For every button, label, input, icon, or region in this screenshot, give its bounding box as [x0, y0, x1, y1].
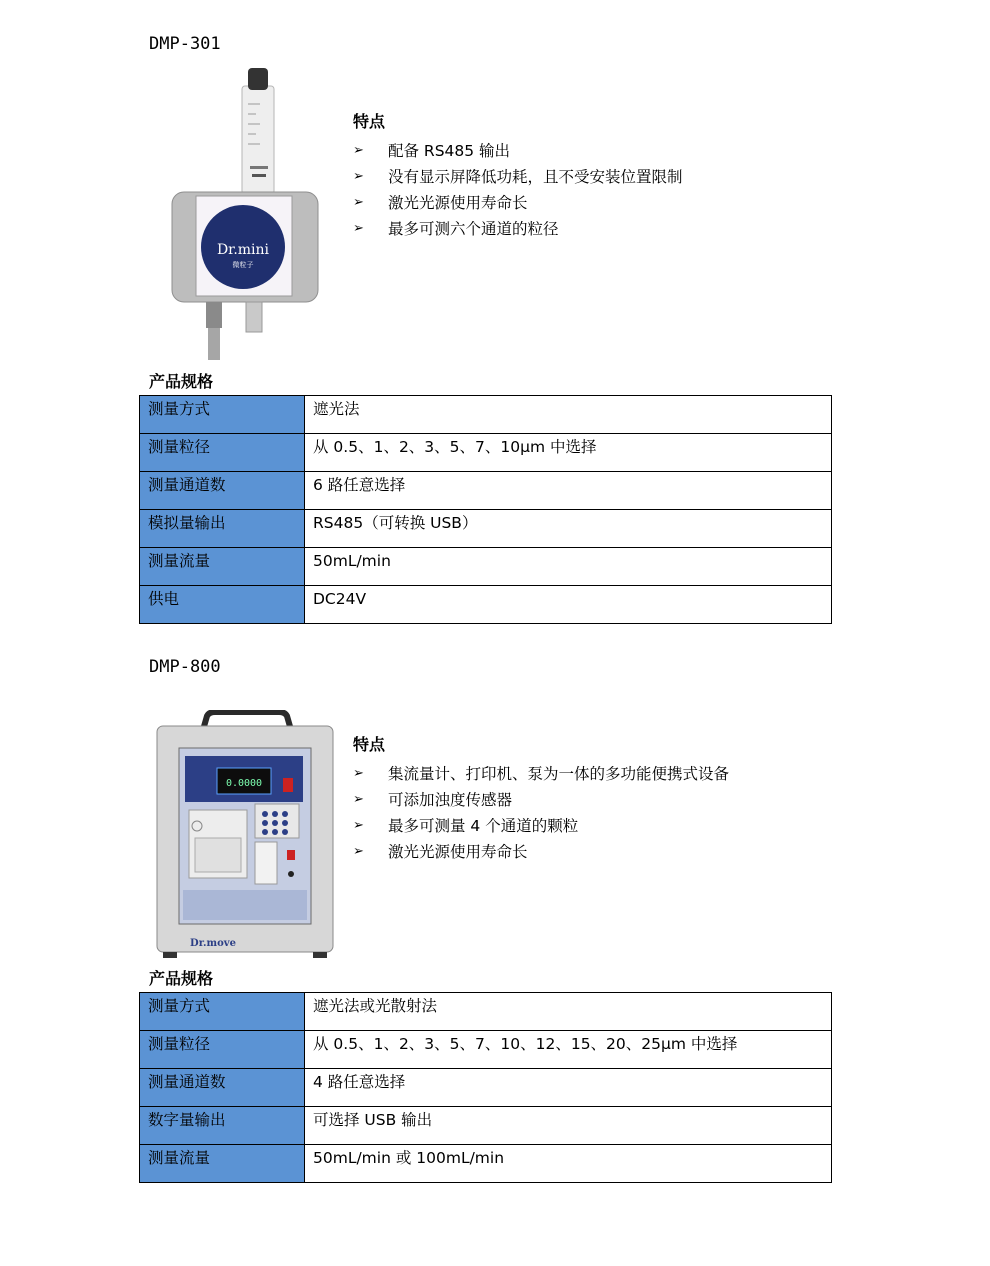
- table-row: [140, 472, 832, 510]
- feature-item: [353, 761, 729, 787]
- dmp800-label: Dr.move: [190, 938, 236, 949]
- dmp800-product-image: [155, 710, 335, 960]
- dmp301-sublabel: 微粒子: [232, 261, 254, 269]
- feature-item: [353, 164, 683, 190]
- table-row: [140, 1069, 832, 1107]
- table-row: [140, 548, 832, 586]
- feature-text: 配备 RS485 输出: [388, 142, 511, 160]
- spec-key: 测量通道数: [140, 472, 305, 510]
- feature-text: 可添加浊度传感器: [388, 791, 513, 809]
- spec-key: 测量粒径: [140, 434, 305, 472]
- spec-value: 50mL/min: [305, 548, 832, 586]
- feature-item: [353, 138, 683, 164]
- spec-title: 产品规格: [149, 372, 214, 391]
- arrow-bullet-icon: ➢: [353, 818, 364, 833]
- feature-text: 激光光源使用寿命长: [388, 843, 528, 861]
- feature-text: 最多可测量 4 个通道的颗粒: [388, 817, 579, 835]
- dmp800-display-readout: 0.0000: [225, 778, 263, 789]
- features-title: 特点: [353, 112, 386, 131]
- spec-value: 从 0.5、1、2、3、5、7、10、12、15、20、25μm 中选择: [305, 1031, 832, 1069]
- arrow-bullet-icon: ➢: [353, 143, 364, 158]
- feature-item: [353, 813, 729, 839]
- spec-value: DC24V: [305, 586, 832, 624]
- spec-value: 50mL/min 或 100mL/min: [305, 1145, 832, 1183]
- spec-value: 遮光法或光散射法: [305, 993, 832, 1031]
- spec-key: 模拟量输出: [140, 510, 305, 548]
- arrow-bullet-icon: ➢: [353, 844, 364, 859]
- feature-text: 最多可测六个通道的粒径: [388, 220, 559, 238]
- spec-key: 测量粒径: [140, 1031, 305, 1069]
- arrow-bullet-icon: ➢: [353, 221, 364, 236]
- table-row: [140, 993, 832, 1031]
- arrow-bullet-icon: ➢: [353, 169, 364, 184]
- dmp301-label: Dr.mini: [216, 242, 270, 258]
- spec-value: 4 路任意选择: [305, 1069, 832, 1107]
- model-title: DMP-800: [149, 657, 221, 677]
- table-row: [140, 434, 832, 472]
- table-row: [140, 1145, 832, 1183]
- spec-value: 从 0.5、1、2、3、5、7、10μm 中选择: [305, 434, 832, 472]
- spec-value: RS485（可转换 USB）: [305, 510, 832, 548]
- table-row: [140, 1031, 832, 1069]
- feature-text: 集流量计、打印机、泵为一体的多功能便携式设备: [388, 765, 730, 783]
- table-row: [140, 510, 832, 548]
- feature-text: 激光光源使用寿命长: [388, 194, 528, 212]
- dmp301-features: [353, 112, 683, 242]
- spec-value: 可选择 USB 输出: [305, 1107, 832, 1145]
- spec-key: 数字量输出: [140, 1107, 305, 1145]
- model-title: DMP-301: [149, 34, 221, 54]
- dmp301-product-image: [170, 64, 320, 364]
- arrow-bullet-icon: ➢: [353, 195, 364, 210]
- features-title: 特点: [353, 735, 386, 754]
- feature-item: [353, 190, 683, 216]
- spec-value: 6 路任意选择: [305, 472, 832, 510]
- feature-item: [353, 787, 729, 813]
- arrow-bullet-icon: ➢: [353, 792, 364, 807]
- arrow-bullet-icon: ➢: [353, 766, 364, 781]
- table-row: [140, 1107, 832, 1145]
- spec-key: 供电: [140, 586, 305, 624]
- table-row: [140, 586, 832, 624]
- table-row: [140, 396, 832, 434]
- feature-text: 没有显示屏降低功耗，且不受安装位置限制: [388, 168, 683, 186]
- dmp800-spec-table: [139, 992, 832, 1183]
- spec-value: 遮光法: [305, 396, 832, 434]
- dmp301-spec-table: [139, 395, 832, 624]
- spec-key: 测量通道数: [140, 1069, 305, 1107]
- feature-item: [353, 216, 683, 242]
- dmp800-features: [353, 735, 729, 865]
- spec-key: 测量流量: [140, 1145, 305, 1183]
- spec-key: 测量方式: [140, 993, 305, 1031]
- spec-key: 测量方式: [140, 396, 305, 434]
- spec-title: 产品规格: [149, 969, 214, 988]
- feature-item: [353, 839, 729, 865]
- spec-key: 测量流量: [140, 548, 305, 586]
